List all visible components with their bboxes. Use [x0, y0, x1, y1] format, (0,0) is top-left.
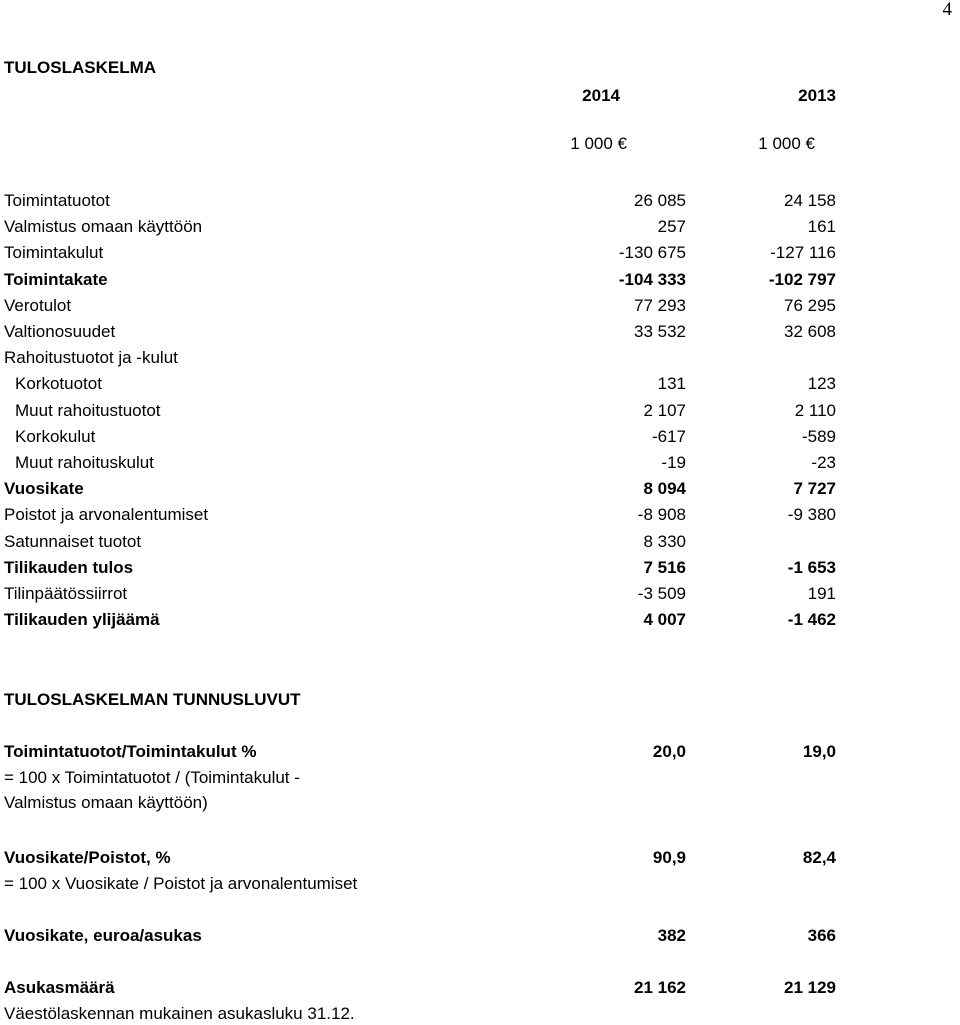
value-2014: -617	[651, 427, 686, 446]
ratio-value-2014: 382	[657, 926, 686, 945]
row-label: Muut rahoitustuotot	[15, 401, 161, 420]
value-2013: 32 608	[784, 322, 836, 341]
value-2014: 26 085	[634, 191, 686, 210]
value-2013: -9 380	[787, 505, 836, 524]
value-2014: 7 516	[643, 558, 686, 577]
ratio-label: Vuosikate/Poistot, %	[4, 848, 171, 867]
ratio-formula-note: = 100 x Toimintatuotot / (Toimintakulut -	[4, 768, 300, 787]
row-label: Tilinpäätössiirrot	[4, 584, 128, 603]
value-2013: -102 797	[768, 270, 836, 289]
value-2014: -3 509	[637, 584, 686, 603]
year-2014-header: 2014	[582, 86, 620, 105]
value-2013: 161	[807, 217, 836, 236]
table-row	[0, 453, 960, 479]
row-label: Verotulot	[4, 296, 72, 315]
table-row	[0, 584, 960, 610]
value-2013: -127 116	[770, 243, 836, 262]
table-row	[0, 505, 960, 531]
ratio-label: Vuosikate, euroa/asukas	[4, 926, 202, 945]
value-2014: -8 908	[637, 505, 686, 524]
value-2013: 123	[807, 374, 836, 393]
value-2013: 191	[807, 584, 836, 603]
table-row	[0, 191, 960, 217]
ratio-value-2014: 21 162	[634, 978, 686, 997]
ratio-label: Toimintatuotot/Toimintakulut %	[4, 742, 257, 761]
value-2014: 257	[657, 217, 686, 236]
value-2014: 8 094	[643, 479, 686, 498]
value-2013: 76 295	[784, 296, 836, 315]
row-label: Korkotuotot	[15, 374, 102, 393]
row-label: Tilikauden tulos	[4, 558, 134, 577]
value-2013: -1 462	[787, 610, 836, 629]
table-row	[0, 348, 960, 374]
ratio-value-2013: 366	[807, 926, 836, 945]
ratio-row	[0, 848, 960, 874]
table-row	[0, 243, 960, 269]
row-label: Rahoitustuotot ja -kulut	[4, 348, 178, 367]
ratio-value-2013: 21 129	[784, 978, 836, 997]
ratio-value-2014: 90,9	[652, 848, 686, 867]
value-2013: 2 110	[794, 401, 836, 420]
unit-2013: 1 000 €	[758, 134, 815, 153]
row-label: Toimintatuotot	[4, 191, 110, 210]
table-row	[0, 401, 960, 427]
table-row	[0, 322, 960, 348]
table-row	[0, 374, 960, 400]
ratio-value-2013: 82,4	[802, 848, 836, 867]
page-title: TULOSLASKELMA	[4, 58, 157, 77]
value-2014: -104 333	[618, 270, 686, 289]
row-label: Tilikauden ylijäämä	[4, 610, 160, 629]
ratio-formula-note: = 100 x Vuosikate / Poistot ja arvonalentumiset	[4, 874, 358, 893]
ratio-formula-note: Valmistus omaan käyttöön)	[4, 793, 208, 812]
ratios-title: TULOSLASKELMAN TUNNUSLUVUT	[4, 690, 301, 709]
value-2014: 33 532	[634, 322, 686, 341]
table-row	[0, 427, 960, 453]
value-2013: -23	[811, 453, 836, 472]
value-2014: 131	[657, 374, 686, 393]
value-2014: -19	[661, 453, 686, 472]
ratio-label: Asukasmäärä	[4, 978, 115, 997]
value-2014: 4 007	[643, 610, 686, 629]
table-row	[0, 532, 960, 558]
value-2013: 24 158	[784, 191, 836, 210]
table-row	[0, 296, 960, 322]
value-2014: 77 293	[634, 296, 686, 315]
table-row	[0, 558, 960, 584]
row-label: Korkokulut	[15, 427, 96, 446]
table-row	[0, 479, 960, 505]
ratio-row	[0, 978, 960, 1004]
row-label: Vuosikate	[4, 479, 84, 498]
value-2013: -589	[801, 427, 836, 446]
row-label: Satunnaiset tuotot	[4, 532, 142, 551]
value-2013: 7 727	[793, 479, 836, 498]
value-2013: -1 653	[787, 558, 836, 577]
value-2014: -130 675	[618, 243, 686, 262]
unit-2014: 1 000 €	[570, 134, 627, 153]
table-row	[0, 610, 960, 636]
ratio-formula-note: Väestölaskennan mukainen asukasluku 31.12.	[4, 1004, 355, 1023]
value-2014: 2 107	[643, 401, 686, 420]
year-2013-header: 2013	[798, 86, 836, 105]
table-row	[0, 217, 960, 243]
row-label: Muut rahoituskulut	[15, 453, 154, 472]
ratio-row	[0, 742, 960, 768]
row-label: Valtionosuudet	[4, 322, 116, 341]
ratio-value-2014: 20,0	[652, 742, 686, 761]
table-row	[0, 270, 960, 296]
page-number: 4	[942, 0, 952, 20]
ratio-row	[0, 926, 960, 952]
row-label: Poistot ja arvonalentumiset	[4, 505, 209, 524]
ratio-value-2013: 19,0	[802, 742, 836, 761]
value-2014: 8 330	[643, 532, 686, 551]
row-label: Toimintakulut	[4, 243, 104, 262]
row-label: Toimintakate	[4, 270, 108, 289]
row-label: Valmistus omaan käyttöön	[4, 217, 203, 236]
